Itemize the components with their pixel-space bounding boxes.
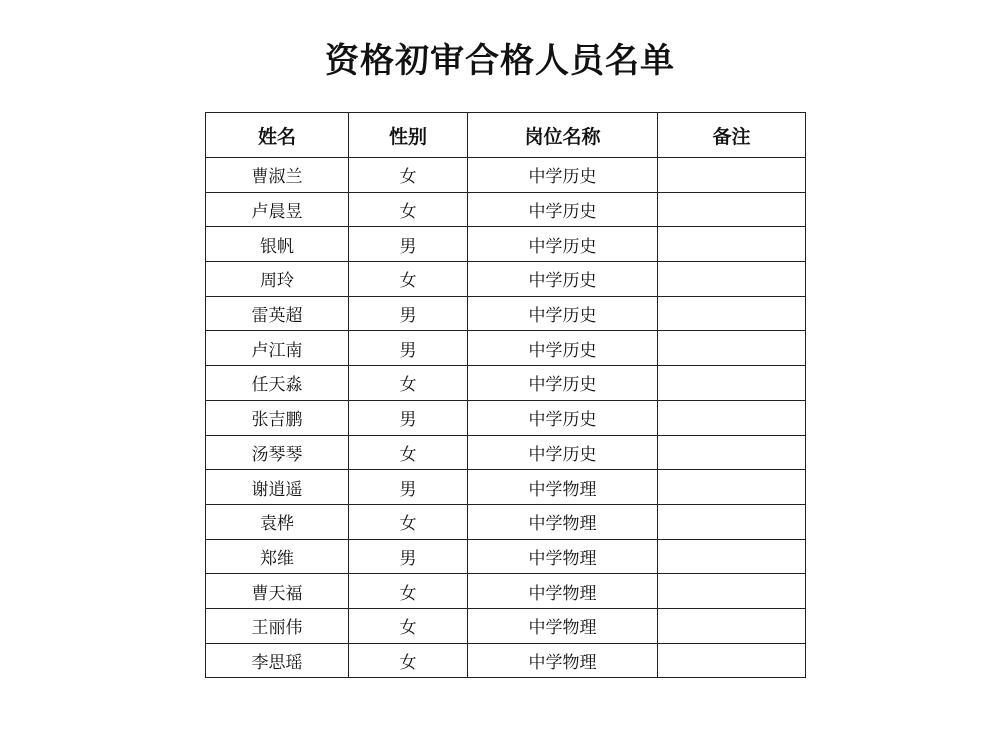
cell-gender: 男 <box>349 400 468 435</box>
cell-note <box>658 539 806 574</box>
cell-gender: 女 <box>349 608 468 643</box>
cell-note <box>658 643 806 678</box>
table-row <box>206 643 806 678</box>
cell-note <box>658 435 806 470</box>
cell-gender: 女 <box>349 262 468 297</box>
table-row <box>206 435 806 470</box>
table-row <box>206 608 806 643</box>
cell-post: 中学历史 <box>468 262 658 297</box>
cell-name: 谢逍遥 <box>206 470 349 505</box>
cell-name: 雷英超 <box>206 296 349 331</box>
table-row <box>206 504 806 539</box>
table-row <box>206 262 806 297</box>
table-row <box>206 400 806 435</box>
cell-post: 中学物理 <box>468 643 658 678</box>
cell-name: 李思瑶 <box>206 643 349 678</box>
cell-name: 王丽伟 <box>206 608 349 643</box>
cell-gender: 女 <box>349 574 468 609</box>
cell-note <box>658 470 806 505</box>
cell-name: 曹淑兰 <box>206 158 349 193</box>
cell-post: 中学物理 <box>468 608 658 643</box>
cell-name: 卢江南 <box>206 331 349 366</box>
cell-name: 卢晨昱 <box>206 192 349 227</box>
cell-post: 中学历史 <box>468 435 658 470</box>
cell-post: 中学历史 <box>468 158 658 193</box>
cell-post: 中学历史 <box>468 192 658 227</box>
cell-note <box>658 608 806 643</box>
cell-note <box>658 504 806 539</box>
cell-gender: 女 <box>349 504 468 539</box>
cell-gender: 男 <box>349 296 468 331</box>
cell-note <box>658 366 806 401</box>
cell-gender: 女 <box>349 158 468 193</box>
cell-note <box>658 400 806 435</box>
cell-name: 任天淼 <box>206 366 349 401</box>
table-row <box>206 366 806 401</box>
header-post: 岗位名称 <box>468 113 658 158</box>
cell-post: 中学历史 <box>468 227 658 262</box>
cell-gender: 女 <box>349 366 468 401</box>
table-row <box>206 158 806 193</box>
cell-note <box>658 227 806 262</box>
cell-post: 中学历史 <box>468 331 658 366</box>
cell-gender: 女 <box>349 643 468 678</box>
cell-name: 汤琴琴 <box>206 435 349 470</box>
cell-note <box>658 262 806 297</box>
cell-note <box>658 296 806 331</box>
cell-gender: 男 <box>349 539 468 574</box>
cell-note <box>658 331 806 366</box>
cell-note <box>658 574 806 609</box>
cell-note <box>658 192 806 227</box>
cell-note <box>658 158 806 193</box>
cell-name: 袁桦 <box>206 504 349 539</box>
page-title: 资格初审合格人员名单 <box>325 41 675 81</box>
table-row <box>206 192 806 227</box>
cell-post: 中学物理 <box>468 539 658 574</box>
cell-post: 中学物理 <box>468 504 658 539</box>
cell-gender: 男 <box>349 227 468 262</box>
table-row <box>206 574 806 609</box>
table-row <box>206 470 806 505</box>
table-header-row <box>206 113 806 158</box>
cell-post: 中学物理 <box>468 574 658 609</box>
cell-post: 中学历史 <box>468 400 658 435</box>
cell-name: 曹天福 <box>206 574 349 609</box>
cell-gender: 男 <box>349 470 468 505</box>
header-note: 备注 <box>658 113 806 158</box>
roster-table <box>205 112 806 678</box>
cell-name: 银帆 <box>206 227 349 262</box>
cell-post: 中学历史 <box>468 296 658 331</box>
cell-gender: 女 <box>349 192 468 227</box>
table-row <box>206 227 806 262</box>
table-row <box>206 539 806 574</box>
header-name: 姓名 <box>206 113 349 158</box>
cell-post: 中学历史 <box>468 366 658 401</box>
cell-post: 中学物理 <box>468 470 658 505</box>
table-row <box>206 331 806 366</box>
cell-name: 张吉鹏 <box>206 400 349 435</box>
header-gender: 性别 <box>349 113 468 158</box>
table-row <box>206 296 806 331</box>
cell-name: 周玲 <box>206 262 349 297</box>
cell-name: 郑维 <box>206 539 349 574</box>
cell-gender: 男 <box>349 331 468 366</box>
cell-gender: 女 <box>349 435 468 470</box>
